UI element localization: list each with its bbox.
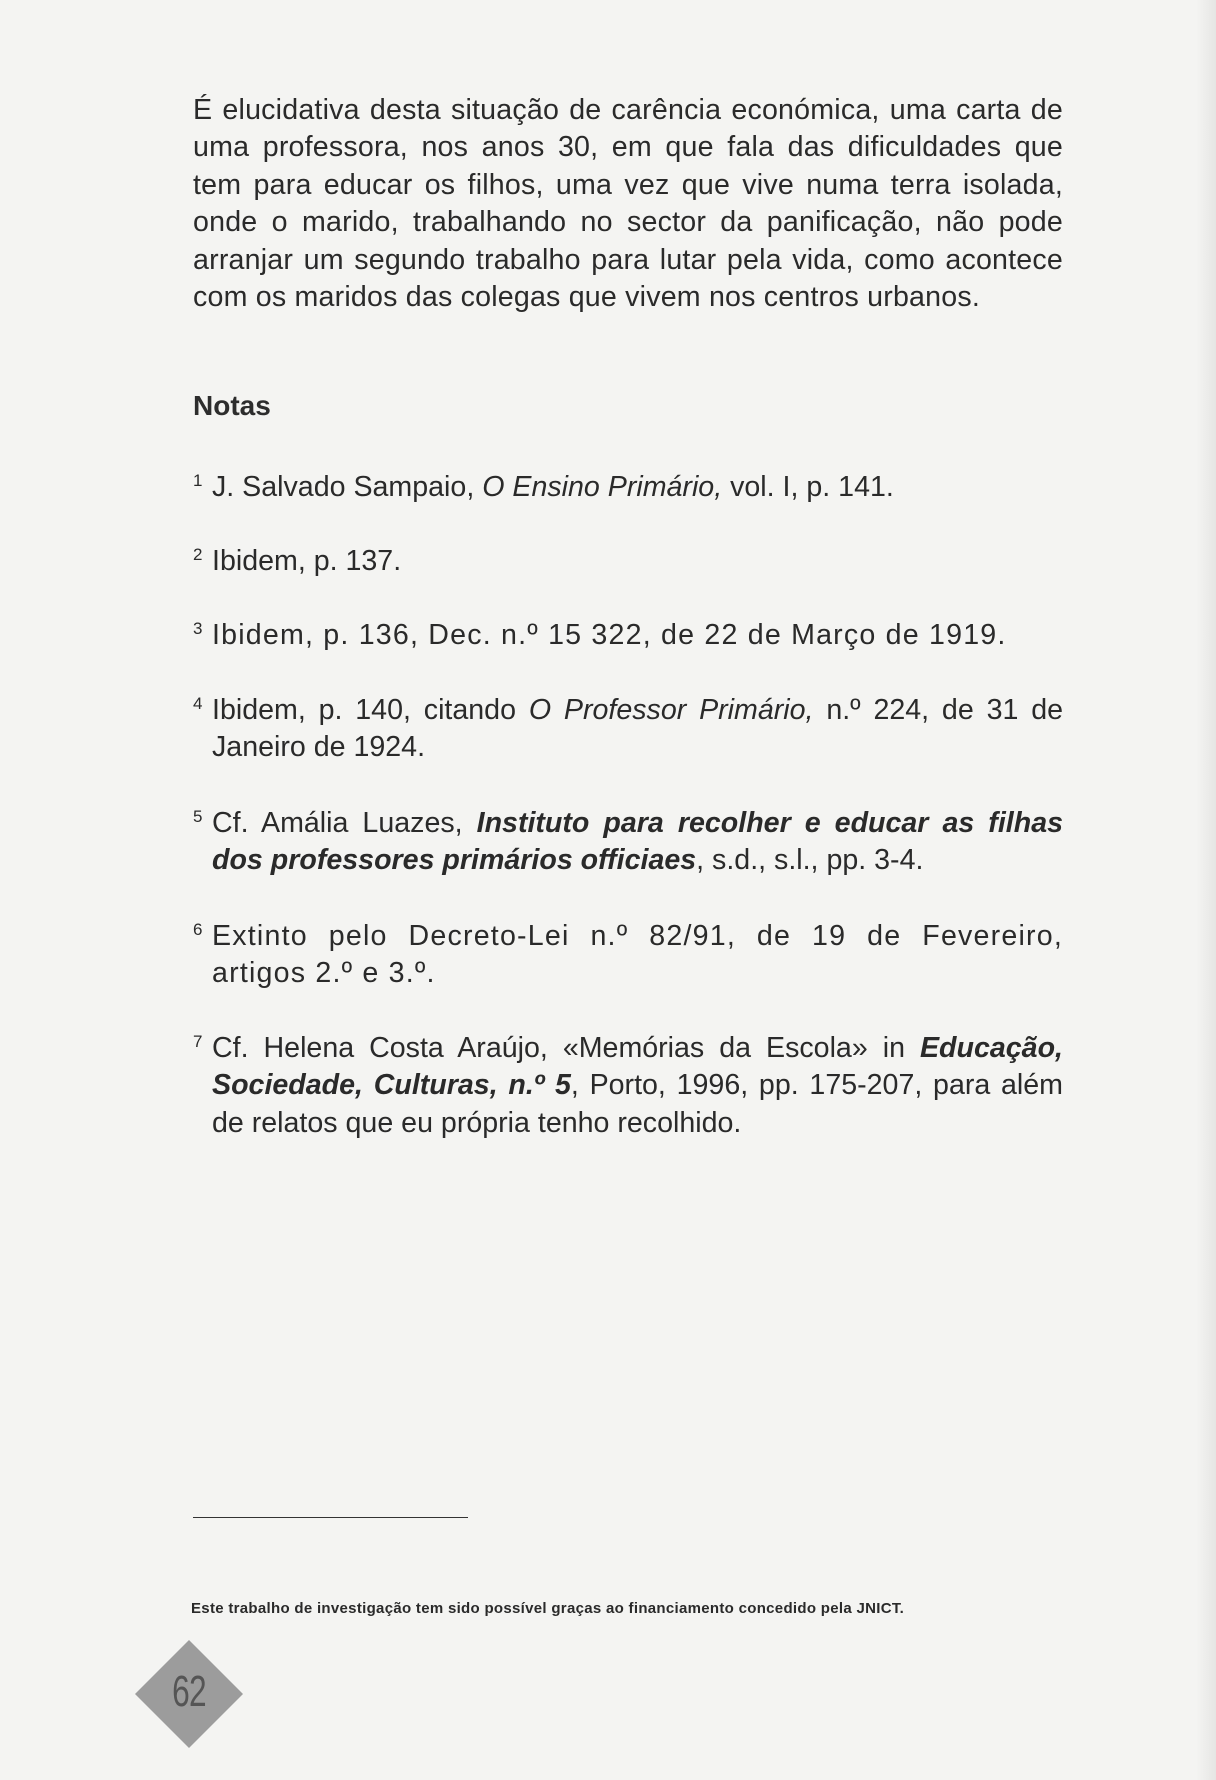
note-text-part: , Porto, 1996, pp. 175-207, para além de relatos que eu própria tenho recolhido. <box>212 1069 1063 1139</box>
note-text-part: n.º 224, de 31 de Janeiro de 1924. <box>212 694 1064 764</box>
note-number: 4 <box>193 694 203 713</box>
note-number: 5 <box>193 807 203 826</box>
note-text-part: , s.d., s.l., pp. 3-4. <box>696 844 924 877</box>
page-edge <box>1196 0 1216 1780</box>
note-text <box>212 805 1063 880</box>
note-text: Ibidem, p. 136, Dec. n.º 15 322, de 22 de Março de 1919. <box>212 619 1007 651</box>
note-text-part: Cf. Amália Luazes, <box>212 807 477 839</box>
note-1 <box>193 469 1063 506</box>
footnote-rule <box>193 1517 468 1518</box>
note-5 <box>193 805 1063 880</box>
note-text: Extinto pelo Decreto-Lei n.º 82/91, de 19 de Fevereiro, artigos 2.º e 3.º. <box>212 920 1063 990</box>
note-text-part: vol. I, p. 141. <box>722 471 894 503</box>
note-text <box>212 469 1063 506</box>
note-2 <box>193 543 1063 580</box>
note-title: O Professor Primário, <box>528 694 814 726</box>
note-title: Instituto para recolher e educar as filhas dos professores primários officiaes <box>212 807 1063 877</box>
note-6 <box>193 918 1063 993</box>
note-3 <box>193 617 1063 654</box>
note-title: O Ensino Primário, <box>482 471 723 503</box>
note-text <box>212 692 1063 767</box>
notes-heading: Notas <box>193 390 271 421</box>
note-text-part: Cf. Helena Costa Araújo, «Memórias da Escola» in <box>212 1032 920 1064</box>
note-number: 1 <box>193 471 203 490</box>
note-title: Educação, Sociedade, Culturas, n.º 5 <box>212 1032 1063 1102</box>
note-number: 6 <box>193 920 203 939</box>
note-text-part: J. Salvado Sampaio, <box>212 471 483 503</box>
body-paragraph: É elucidativa desta situação de carência económica, uma carta de uma professora, nos anos 30, em que fala das dificuldades que tem para educar os filhos, uma vez que vive numa terra isolada, onde o marido, trabalhando no sector da panificação, não pode arranjar um segundo trabalho para lutar pela vida, como acontece com os maridos das colegas que vivem nos centros urbanos. <box>193 94 1063 314</box>
note-7 <box>193 1030 1063 1142</box>
page-number: 62 <box>172 1667 206 1716</box>
note-4 <box>193 692 1063 767</box>
page-number-badge <box>133 1638 245 1750</box>
note-number: 3 <box>193 619 203 638</box>
note-text-part: Ibidem, p. 140, citando <box>212 694 529 726</box>
note-text <box>212 1030 1063 1142</box>
note-number: 7 <box>193 1032 203 1051</box>
funding-footnote: Este trabalho de investigação tem sido possível graças ao financiamento concedido pela JNICT. <box>191 1600 905 1617</box>
note-text: Ibidem, p. 137. <box>212 545 402 577</box>
note-number: 2 <box>193 545 203 564</box>
